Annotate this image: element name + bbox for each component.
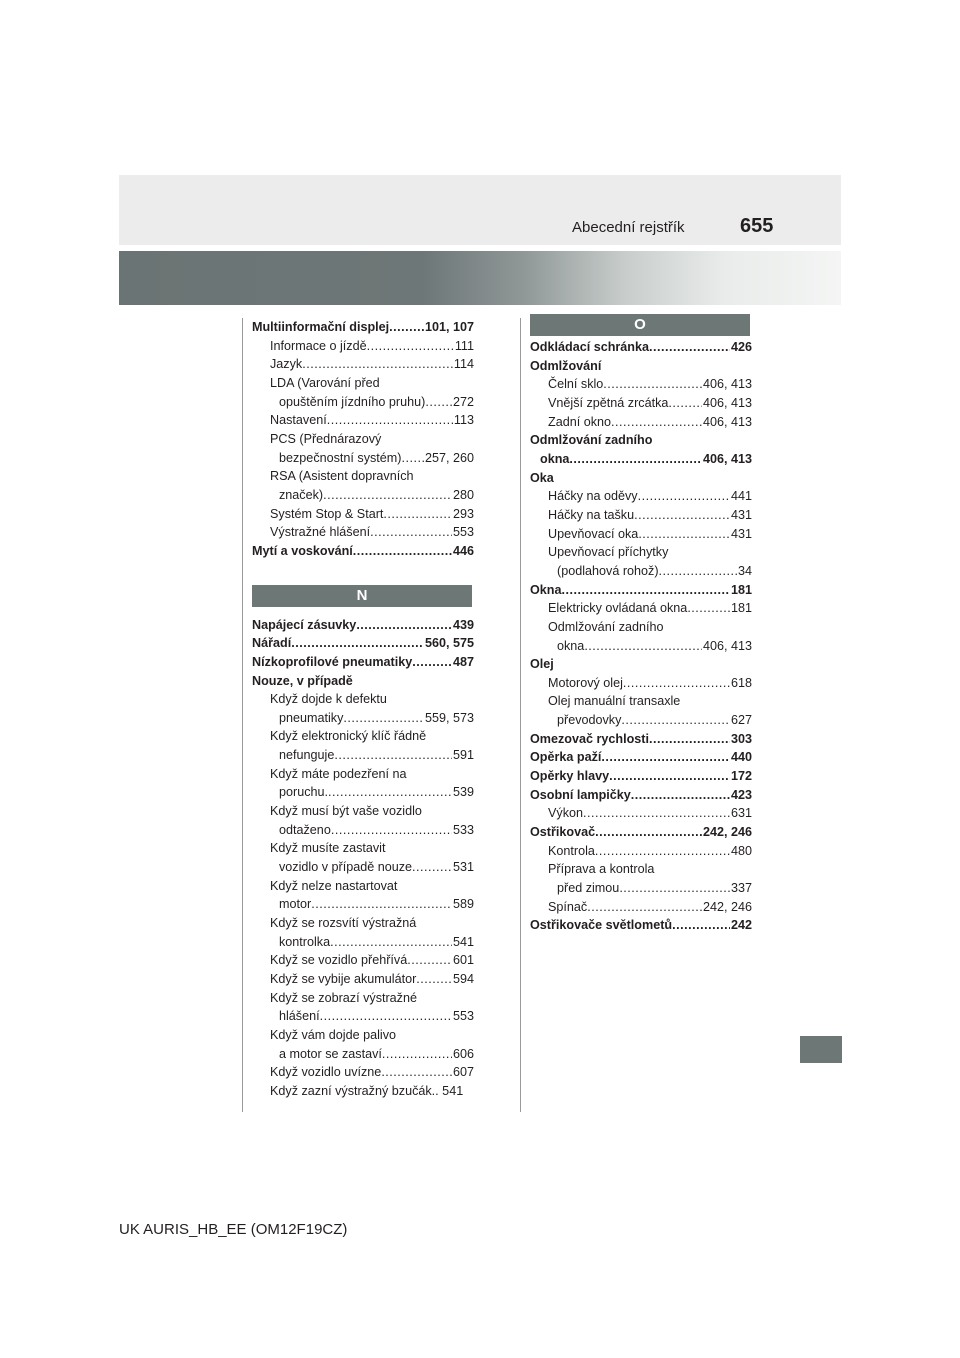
dot-leader (601, 748, 730, 767)
index-entry-text: Výstražné hlášení (270, 525, 371, 540)
index-entry-page: 406, 413 (702, 395, 752, 410)
index-entry-text: okna (540, 451, 570, 466)
index-entry (530, 842, 752, 861)
index-entry-page: 181 (730, 601, 752, 616)
index-entry-page: 114 (453, 357, 474, 372)
index-entry-text: Odmlžování zadního (548, 619, 664, 634)
index-entry-page: 181 (730, 582, 752, 597)
index-entry-text: nefunguje (279, 748, 335, 763)
index-entry (530, 599, 752, 618)
index-entry-text: Upevňovací příchytky (548, 545, 669, 560)
index-entry-page: 440 (730, 750, 752, 765)
index-entry (530, 730, 752, 749)
index-entry-text: Odmlžování (530, 358, 602, 373)
index-entry (530, 581, 752, 600)
index-entry (530, 394, 752, 413)
index-entry (252, 709, 474, 728)
index-entry (252, 430, 474, 449)
index-entry-page: 559, 573 (424, 710, 474, 725)
index-entry-text: Když se vozidlo přehřívá (270, 953, 408, 968)
document-code: UK AURIS_HB_EE (OM12F19CZ) (119, 1221, 348, 1238)
index-entry-page: 627 (730, 713, 752, 728)
index-entry-page: 539 (452, 785, 474, 800)
index-entry (252, 858, 474, 877)
index-entry-text: Nouze, v případě (252, 673, 353, 688)
index-entry (530, 487, 752, 506)
dot-leader (619, 879, 730, 898)
dot-leader (687, 599, 730, 618)
index-entry-page: 553 (452, 525, 474, 540)
index-entry (252, 1026, 474, 1045)
index-entry-text: okna (557, 638, 585, 653)
index-entry (252, 393, 474, 412)
index-entry-page: 111 (454, 338, 474, 353)
index-group-n (252, 616, 474, 1101)
index-entry (252, 690, 474, 709)
index-entry (530, 804, 752, 823)
index-entry (252, 1045, 474, 1064)
index-entry (252, 672, 474, 691)
index-entry-page: 589 (452, 897, 474, 912)
index-entry-text: motor (279, 897, 312, 912)
index-entry-text: Nářadí (252, 636, 292, 651)
index-entry-text: hlášení (279, 1009, 320, 1024)
index-entry-text: Čelní sklo (548, 377, 604, 392)
dot-leader (659, 562, 737, 581)
index-entry-text: Když máte podezření na (270, 766, 407, 781)
index-entry-text: bezpečnostní systém) (279, 450, 402, 465)
dot-leader (291, 634, 424, 653)
index-entry (252, 1063, 474, 1082)
dot-leader (370, 523, 452, 542)
index-entry-text: pneumatiky (279, 710, 344, 725)
index-entry (252, 746, 474, 765)
dot-leader (623, 674, 730, 693)
index-entry (252, 989, 474, 1008)
index-entry-text: Omezovač rychlosti (530, 731, 649, 746)
dot-leader (595, 823, 702, 842)
index-entry-text: LDA (Varování před (270, 375, 380, 390)
index-entry-text: Když vozidlo uvízne (270, 1065, 382, 1080)
index-entry-text: Háčky na tašku (548, 507, 635, 522)
index-entry-text: opuštěním jízdního pruhu) (279, 394, 426, 409)
index-entry-text: vozidlo v případě nouze (279, 860, 413, 875)
index-entry (530, 618, 752, 637)
index-entry-page: 34 (737, 563, 752, 578)
index-entry-text: před zimou (557, 881, 620, 896)
index-entry (252, 374, 474, 393)
index-entry (252, 765, 474, 784)
index-entry (530, 786, 752, 805)
index-entry (530, 469, 752, 488)
index-entry-text: Odkládací schránka (530, 340, 650, 354)
index-entry-page: 631 (730, 806, 752, 821)
index-entry (530, 898, 752, 917)
index-entry-text: Multiinformační displej (252, 320, 390, 334)
index-entry-text: kontrolka (279, 934, 331, 949)
index-entry-page: 406, 413 (702, 638, 752, 653)
index-entry-text: Když musíte zastavit (270, 841, 386, 856)
index-entry-text: Kontrola (548, 843, 595, 858)
dot-leader (402, 449, 424, 468)
index-entry-text: Zadní okno (548, 414, 612, 429)
index-entry (530, 916, 752, 935)
dot-leader (328, 783, 452, 802)
index-entry (252, 337, 474, 356)
index-entry (530, 450, 752, 469)
index-entry-text: Opěrka paží (530, 750, 602, 765)
index-entry (252, 727, 474, 746)
index-entry-page: 406, 413 (702, 414, 752, 429)
index-entry (530, 879, 752, 898)
index-entry (252, 970, 474, 989)
index-entry-text: Motorový olej (548, 675, 623, 690)
letter-heading-n: N (252, 585, 472, 607)
index-entry-text: Ostřikovač (530, 825, 596, 840)
dot-leader (381, 1063, 452, 1082)
dot-leader (621, 711, 730, 730)
index-entry (530, 860, 752, 879)
index-entry (252, 914, 474, 933)
index-entry-text: Když se zobrazí výstražné (270, 990, 417, 1005)
dot-leader (343, 709, 424, 728)
index-entry (530, 525, 752, 544)
dot-leader (649, 338, 730, 357)
index-entry-text: Informace o jízdě (270, 338, 367, 353)
index-entry (252, 821, 474, 840)
dot-leader (311, 895, 452, 914)
dot-leader (416, 970, 452, 989)
index-entry-text: Když zazní výstražný bzučák.. (270, 1083, 439, 1098)
dot-leader (323, 486, 452, 505)
index-entry (252, 653, 474, 672)
index-group-m (252, 318, 474, 561)
dot-leader (412, 858, 452, 877)
index-entry-text: Upevňovací oka (548, 526, 639, 541)
index-entry-page: 541 (452, 934, 474, 949)
dot-leader (331, 821, 452, 840)
index-entry-page: 446 (452, 543, 474, 558)
index-entry (530, 748, 752, 767)
index-entry-text: Když vám dojde palivo (270, 1027, 397, 1042)
dot-leader (603, 375, 702, 394)
index-entry (252, 895, 474, 914)
dot-leader (412, 653, 452, 672)
index-entry-text: Systém Stop & Start (270, 506, 384, 521)
index-entry (530, 711, 752, 730)
index-entry-text: Olej manuální transaxle (548, 694, 681, 709)
index-entry (530, 413, 752, 432)
dot-leader (634, 506, 730, 525)
dot-leader (631, 786, 730, 805)
index-entry-text: Elektricky ovládaná okna (548, 601, 688, 616)
dot-leader (367, 337, 454, 356)
index-entry-page: 533 (452, 822, 474, 837)
page-number: 655 (740, 215, 774, 237)
index-entry-page: 303 (730, 731, 752, 746)
dot-leader (583, 804, 730, 823)
index-entry-text: Když nelze nastartovat (270, 878, 398, 893)
index-entry-text: Výkon (548, 806, 584, 821)
index-entry-page: 423 (730, 787, 752, 802)
index-entry-page: 257, 260 (424, 450, 474, 465)
index-entry (252, 877, 474, 896)
index-entry (252, 505, 474, 524)
index-entry-text: Ostřikovače světlometů (530, 918, 673, 933)
index-entry-text: značek) (279, 487, 324, 502)
index-entry-page: 242, 246 (702, 825, 752, 840)
index-entry-page: 487 (452, 654, 474, 669)
index-entry-text: Mytí a voskování (252, 543, 353, 558)
index-entry (252, 486, 474, 505)
index-entry-page: 293 (452, 506, 474, 521)
dot-leader (649, 730, 730, 749)
index-entry-text: Oka (530, 470, 554, 485)
index-entry-page: 272 (452, 394, 474, 409)
index-entry-page: 431 (730, 507, 752, 522)
index-entry (252, 634, 474, 653)
index-entry (252, 411, 474, 430)
index-entry-text: Okna (530, 582, 562, 597)
index-entry-page: 601 (452, 953, 474, 968)
index-entry-page: 337 (730, 881, 752, 896)
dot-leader (584, 637, 702, 656)
index-entry (252, 523, 474, 542)
index-entry (530, 431, 752, 450)
dot-leader (638, 487, 730, 506)
dot-leader (672, 916, 730, 935)
index-entry (530, 692, 752, 711)
index-entry-page: 531 (452, 860, 474, 875)
index-entry-text: a motor se zastaví (279, 1046, 382, 1061)
dot-leader (668, 394, 702, 413)
index-entry (530, 767, 752, 786)
index-entry-page: 280 (452, 487, 474, 502)
index-entry-text: Opěrky hlavy (530, 769, 610, 784)
index-entry-page: 406, 413 (702, 451, 752, 466)
index-entry-text: Když se vybije akumulátor (270, 972, 417, 986)
index-entry-text: Nastavení (270, 413, 327, 428)
index-entry (252, 449, 474, 468)
index-entry-page: 541 (438, 1083, 464, 1098)
index-entry (530, 357, 752, 376)
column-divider-left (242, 318, 243, 1112)
index-entry-text: Osobní lampičky (530, 787, 631, 802)
index-entry-page: 606 (452, 1046, 474, 1061)
index-entry-text: Napájecí zásuvky (252, 617, 357, 632)
index-entry-text: Jazyk (270, 357, 303, 372)
index-entry-page: 431 (730, 526, 752, 541)
index-entry-text: odtaženo (279, 822, 331, 837)
index-entry (252, 802, 474, 821)
index-entry-text: PCS (Přednárazový (270, 431, 382, 446)
index-entry-text: Když se rozsvítí výstražná (270, 916, 417, 931)
column-divider-right (520, 318, 521, 1112)
index-entry (252, 467, 474, 486)
index-entry (530, 655, 752, 674)
index-entry-text: Nízkoprofilové pneumatiky (252, 654, 413, 669)
header-band (119, 175, 841, 245)
index-entry (252, 783, 474, 802)
index-entry (252, 542, 474, 561)
index-entry-page: 480 (730, 843, 752, 858)
index-entry (252, 933, 474, 952)
index-entry (252, 951, 474, 970)
index-entry-page: 560, 575 (424, 636, 474, 651)
dot-leader (425, 393, 452, 412)
dot-leader (330, 933, 452, 952)
index-column-right (530, 338, 752, 935)
index-entry-page: 618 (730, 675, 752, 690)
dot-leader (353, 542, 452, 561)
dot-leader (327, 411, 453, 430)
index-entry-text: RSA (Asistent dopravních (270, 469, 414, 484)
index-group-o (530, 338, 752, 935)
index-entry-page: 439 (452, 617, 474, 632)
index-entry-page: 172 (730, 769, 752, 784)
index-entry (252, 1007, 474, 1026)
index-entry-text: Vnější zpětná zrcátka (548, 395, 669, 410)
index-entry-text: Háčky na oděvy (548, 489, 638, 504)
chapter-tab-marker (800, 1036, 842, 1063)
dot-leader (389, 318, 424, 337)
dot-leader (595, 842, 730, 861)
index-entry (252, 1082, 474, 1101)
index-entry-text: Když elektronický klíč řádně (270, 729, 427, 744)
index-entry-page: 113 (453, 413, 474, 428)
dot-leader (562, 581, 730, 600)
index-entry-page: 242 (730, 918, 752, 933)
index-entry (530, 562, 752, 581)
section-title: Abecední rejstřík (572, 219, 685, 236)
index-entry-text: Spínač (548, 899, 588, 914)
index-entry-page: 242, 246 (702, 899, 752, 914)
index-entry-page: 441 (730, 489, 752, 504)
index-entry-text: převodovky (557, 713, 622, 728)
dot-leader (320, 1007, 452, 1026)
index-entry-page: 594 (452, 972, 474, 986)
index-entry-page: 406, 413 (702, 377, 752, 392)
index-entry-text: Odmlžování zadního (530, 433, 653, 448)
index-column-left (252, 318, 474, 1101)
decorative-gradient-bar (119, 251, 841, 305)
index-entry-text: Olej (530, 657, 554, 672)
index-entry (530, 338, 752, 357)
index-entry-text: Příprava a kontrola (548, 862, 655, 877)
index-entry-text: poruchu. (279, 785, 329, 800)
index-entry (530, 375, 752, 394)
index-entry (252, 318, 474, 337)
index-entry (252, 839, 474, 858)
index-entry-page: 553 (452, 1009, 474, 1024)
dot-leader (356, 616, 452, 635)
dot-leader (407, 951, 452, 970)
dot-leader (383, 505, 452, 524)
index-entry-page: 607 (452, 1065, 474, 1080)
dot-leader (609, 767, 730, 786)
dot-leader (334, 746, 452, 765)
dot-leader (587, 898, 702, 917)
dot-leader (611, 413, 702, 432)
index-entry-text: Když dojde k defektu (270, 692, 387, 707)
index-entry (530, 506, 752, 525)
index-entry (530, 674, 752, 693)
index-entry-page: 426 (730, 340, 752, 354)
dot-leader (302, 355, 453, 374)
index-entry (530, 823, 752, 842)
letter-heading-o: O (530, 314, 750, 336)
index-entry (530, 637, 752, 656)
index-entry-text: (podlahová rohož) (557, 563, 659, 578)
dot-leader (569, 450, 702, 469)
index-entry-page: 101, 107 (424, 320, 474, 334)
index-entry-text: Když musí být vaše vozidlo (270, 804, 422, 819)
index-entry (252, 616, 474, 635)
dot-leader (382, 1045, 452, 1064)
index-entry-page: 591 (452, 748, 474, 763)
dot-leader (638, 525, 730, 544)
index-entry (530, 543, 752, 562)
index-entry (252, 355, 474, 374)
